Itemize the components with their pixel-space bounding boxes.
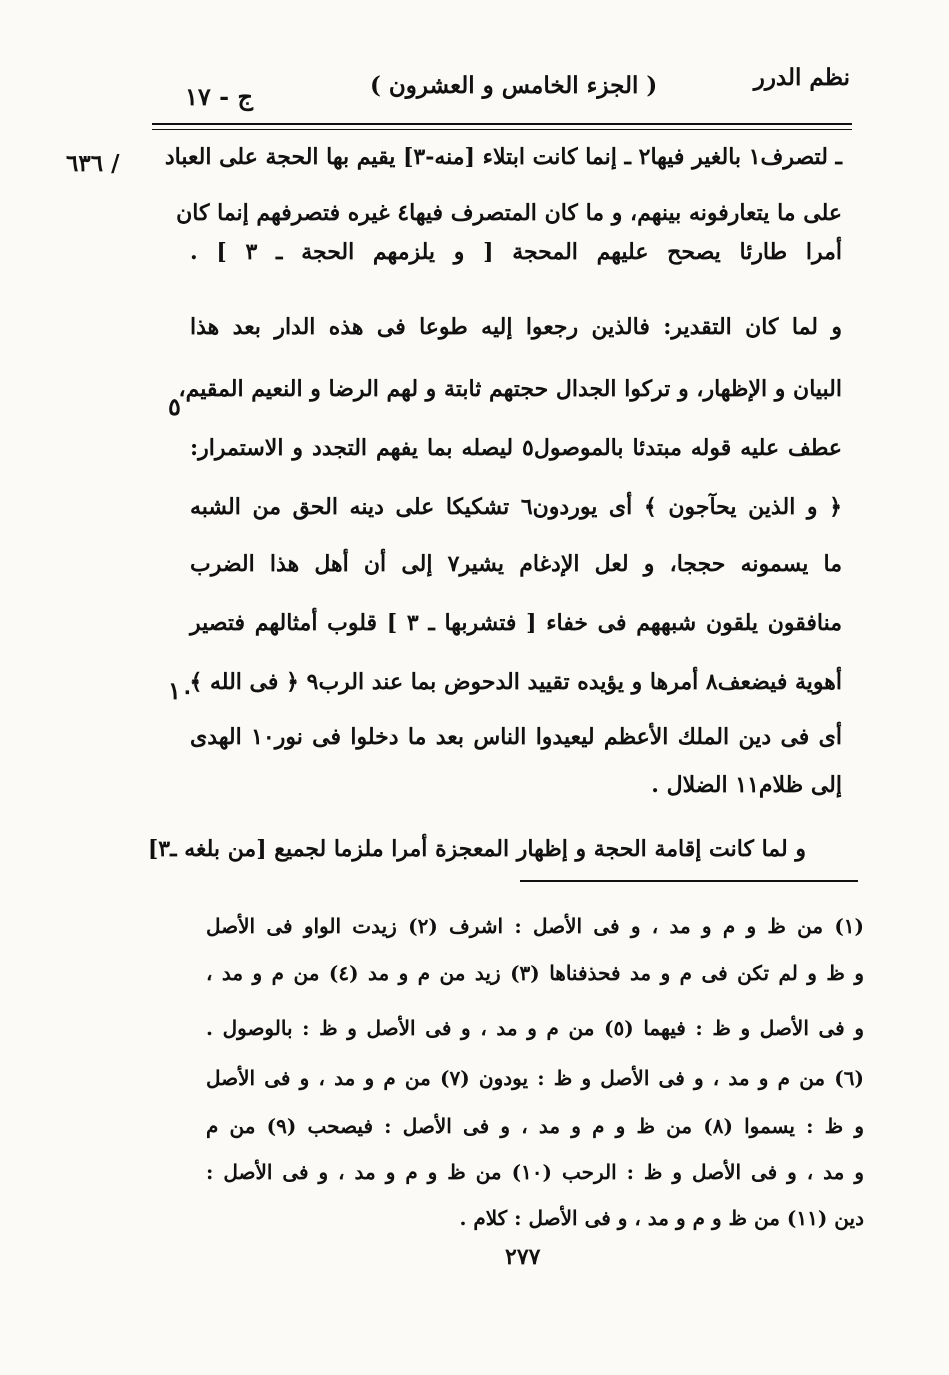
text-line: أهوية فيضعف٨ أمرها و يؤيده تقييد الدحوض بما عند الرب٩ ﴿ فى الله ﴾ [189,669,842,695]
volume-label: ج - ١٧ [185,82,253,111]
footnote-line: و فى الأصل و ظ : فيهما (٥) من م و مد ، و فى الأصل و ظ : بالوصول . [206,1016,864,1040]
continuation-line: و لما كانت إقامة الحجة و إظهار المعجزة أمرا ملزما لجميع [من بلغه ـ٣] [147,836,806,862]
text-line: ﴿ و الذين يحآجون ﴾ أى يوردون٦ تشكيكا على دينه الحق من الشبه [190,494,842,520]
line-number-10: ١٠ [168,676,194,705]
page-number: ٢٧٧ [505,1244,541,1270]
text-line: منافقون يلقون شبههم فى خفاء [ فتشربها ـ ٣ ] قلوب أمثالهم فتصير [190,610,842,636]
part-title: ( الجزء الخامس و العشرون ) [370,72,658,99]
text-line: ـ لتصرف١ بالغير فيها٢ ـ إنما كانت ابتلاء [منه-٣] يقيم بها الحجة على العباد [164,144,842,170]
footnote-line: و ظ : يسموا (٨) من ظ و م و مد ، و فى الأصل : فيصحب (٩) من م [206,1114,864,1138]
book-title: نظم الدرر [753,64,850,91]
footnote-line: و مد ، و فى الأصل و ظ : الرحب (١٠) من ظ و م و مد ، و فى الأصل : [206,1160,864,1184]
text-line: أى فى دين الملك الأعظم ليعيدوا الناس بعد ما دخلوا فى نور١٠ الهدى [190,724,842,750]
header-rule [152,123,852,125]
text-line: و لما كان التقدير: فالذين رجعوا إليه طوعا فى هذه الدار بعد هذا [190,314,842,340]
text-line: عطف عليه قوله مبتدئا بالموصول٥ ليصله بما يفهم التجدد و الاستمرار: [190,435,842,461]
line-number-5: ٥ [168,392,181,421]
text-line: إلى ظلام١١ الضلال . [651,772,842,798]
footnote-line: دين (١١) من ظ و م و مد ، و فى الأصل : كلام . [459,1206,864,1230]
text-line: على ما يتعارفونه بينهم، و ما كان المتصرف فيها٤ غيره فتصرفهم إنما كان [176,200,842,226]
footnote-line: (١) من ظ و م و مد ، و فى الأصل : اشرف (٢) زيدت الواو فى الأصل [206,914,865,938]
page-header [150,64,850,114]
footnote-rule [520,880,858,882]
text-line: ما يسمونه حججا، و لعل الإدغام يشير٧ إلى أن أهل هذا الضرب [190,551,842,577]
text-line: البيان و الإظهار، و تركوا الجدال حجتهم ثابتة و لهم الرضا و النعيم المقيم، [178,376,842,402]
footnote-line: و ظ و لم تكن فى م و مد فحذفناها (٣) زيد من م و مد (٤) من م و مد ، [206,961,864,985]
margin-reference: / ٦٣٦ [66,150,120,177]
footnote-line: (٦) من م و مد ، و فى الأصل و ظ : يودون (٧) من م و مد ، و فى الأصل [206,1066,864,1090]
text-line: أمرا طارئا يصحح عليهم المحجة [ و يلزمهم الحجة ـ ٣ ] . [190,239,843,265]
header-rule-thin [152,129,852,130]
